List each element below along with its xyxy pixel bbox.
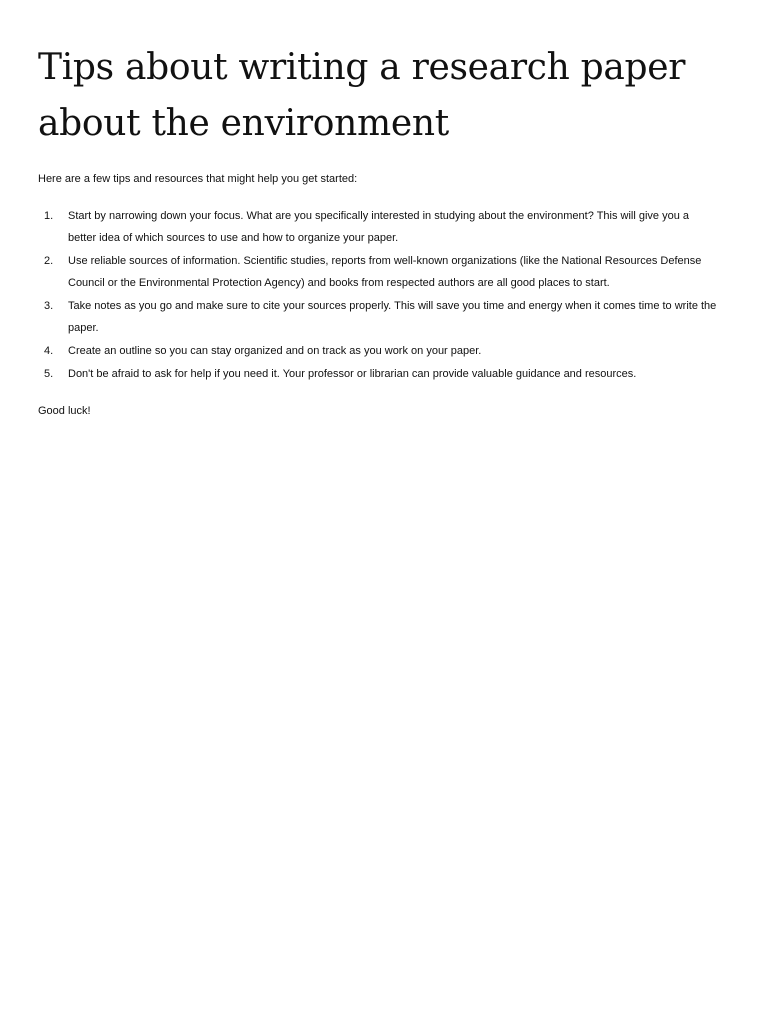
tip-number: 3. (44, 300, 54, 312)
tips-list (38, 205, 720, 385)
page-title: Tips about writing a research paper about the environment (38, 47, 686, 144)
tip-item-5 (38, 363, 720, 385)
intro-paragraph: Here are a few tips and resources that might help you get started: (38, 173, 358, 185)
tip-text: Create an outline so you can stay organized and on track as you work on your paper. (68, 345, 482, 357)
document-page (38, 40, 720, 422)
tip-number: 4. (44, 345, 54, 357)
tip-item-1 (38, 205, 720, 249)
tip-item-2 (38, 250, 720, 294)
tip-item-3 (38, 295, 720, 339)
closing-line: Good luck! (38, 405, 91, 417)
tip-item-4 (38, 340, 720, 362)
tip-text: Start by narrowing down your focus. What are you specifically interested in studying about the environment? This will give you a better idea of which sources to use and how to organize your paper. (68, 210, 690, 244)
tip-number: 2. (44, 255, 54, 267)
tip-number: 5. (44, 368, 54, 380)
tip-text: Don't be afraid to ask for help if you need it. Your professor or librarian can provide valuable guidance and resources. (68, 368, 637, 380)
tip-text: Use reliable sources of information. Scientific studies, reports from well-known organizations (like the National Resources Defense Council or the Environmental Protection Agency) and books from respected authors are all good places to start. (68, 255, 702, 289)
tip-number: 1. (44, 210, 54, 222)
tip-text: Take notes as you go and make sure to cite your sources properly. This will save you time and energy when it comes time to write the paper. (68, 300, 717, 334)
